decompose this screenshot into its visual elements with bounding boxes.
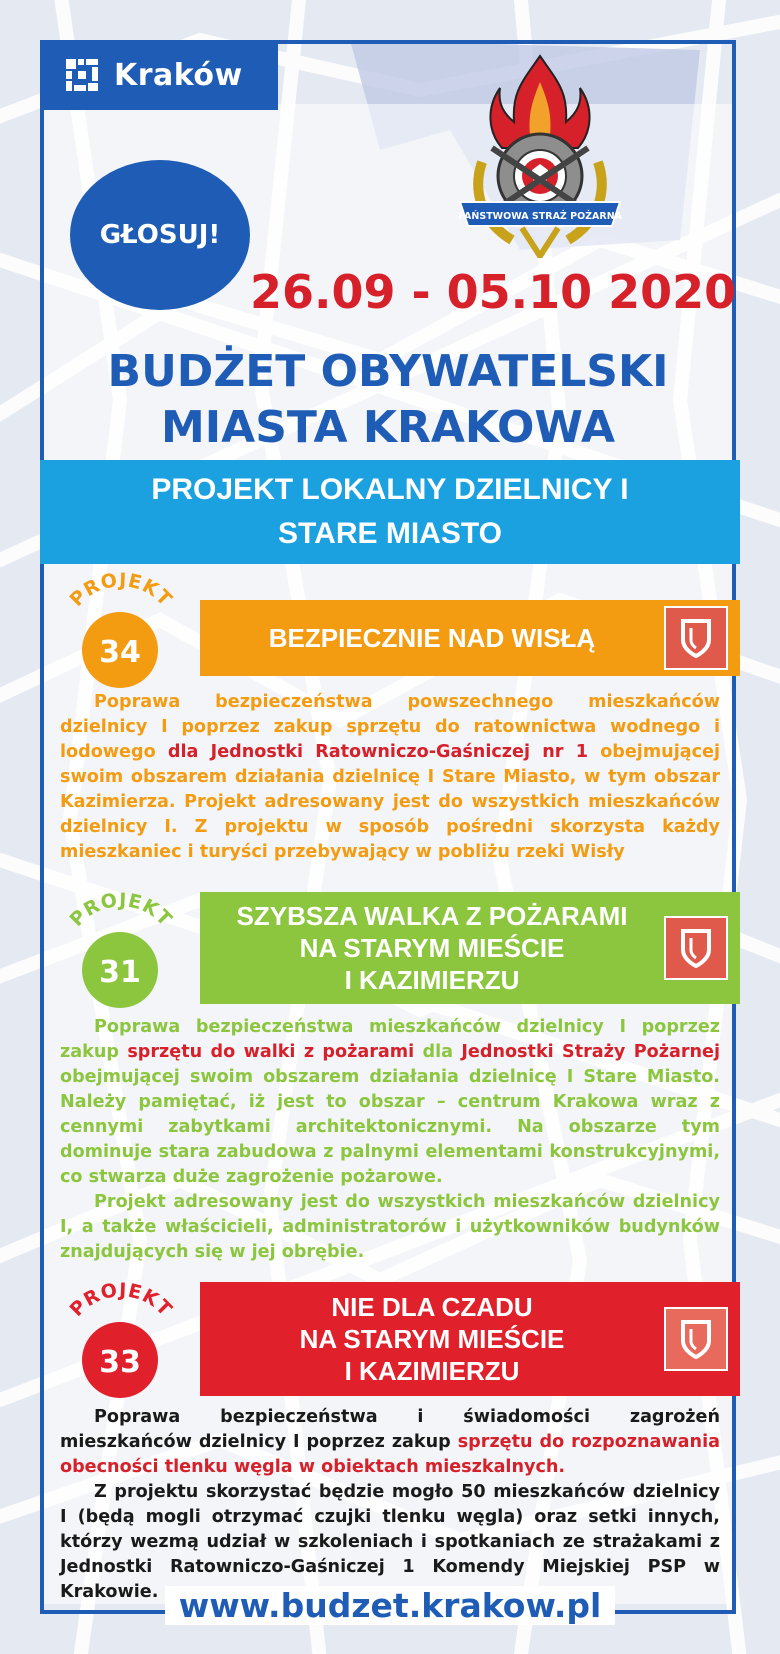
title-line-2: MIASTA KRAKOWA bbox=[160, 402, 616, 453]
vote-label: GŁOSUJ! bbox=[99, 220, 221, 250]
emblem-text: PAŃSTWOWA STRAŻ POŻARNA bbox=[457, 211, 623, 222]
project-title-bar bbox=[200, 600, 740, 676]
svg-text:PROJEKT: PROJEKT bbox=[65, 570, 177, 611]
description-paragraph: Poprawa bezpieczeństwa mieszkańców dzielnicy I poprzez zakup sprzętu do walki z pożarami dla Jednostki Straży Pożarnej obejmującej swoim obszarem działania dzielnicę I Stare Miasto. Należy pamiętać, iż jest to obszar – centrum Krakowa wraz z cennymi zabytkami architektonicznymi. Na obszarze tym dominuje stara zabudowa z palnymi elementami konstrukcyjnymi, co stwarza duże zagrożenie pożarowe. bbox=[60, 1017, 721, 1187]
project-badge bbox=[56, 1280, 186, 1400]
project-badge bbox=[56, 890, 186, 1010]
project-number: 34 bbox=[99, 635, 141, 670]
description-paragraph: Poprawa bezpieczeństwa powszechnego mieszkańców dzielnicy I poprzez zakup sprzętu do ratownictwa wodnego i lodowego dla Jednostki Ratowniczo-Gaśniczej nr 1 obejmującej swoim obszarem działania dzielnicę I Stare Miasto, w tym obszar Kazimierza. Projekt adresowany jest do wszystkich mieszkańców dzielnicy I. Z projektu w sposób pośredni skorzysta każdy mieszkaniec i turyści przebywający w pobliżu rzeki Wisły bbox=[60, 692, 720, 862]
krakow-logo-icon bbox=[64, 57, 100, 93]
svg-text:PROJEKT: PROJEKT bbox=[65, 890, 177, 931]
project-title: SZYBSZA WALKA Z POŻARAMI NA STARYM MIEŚCIE I KAZIMIERZU bbox=[236, 901, 628, 995]
shield-icon bbox=[664, 606, 728, 670]
shield-icon bbox=[664, 1307, 728, 1371]
project-badge bbox=[56, 570, 186, 690]
project-description bbox=[60, 1405, 720, 1605]
description-paragraph: Z projektu skorzystać będzie mogło 50 mieszkańców dzielnicy I (będą mogli otrzymać czujki tlenku węgla) oraz setki innych, którzy wezmą udział w szkoleniach i spotkaniach ze strażakami z Jednostki Ratowniczo-Gaśniczej 1 Komendy Miejskiej PSP w Krakowie. bbox=[60, 1482, 720, 1602]
vote-badge bbox=[70, 160, 250, 310]
project-title: NIE DLA CZADU NA STARYM MIEŚCIE I KAZIMIERZU bbox=[299, 1292, 565, 1386]
project-title-bar bbox=[200, 1282, 740, 1396]
project-title: BEZPIECZNIE NAD WISŁĄ bbox=[268, 623, 596, 653]
title-line-1: BUDŻET OBYWATELSKI bbox=[107, 346, 669, 397]
description-paragraph: Projekt adresowany jest do wszystkich mieszkańców dzielnicy I, a także właścicieli, administratorów i użytkowników budynków znajdujących się w jej obrębie. bbox=[60, 1192, 720, 1262]
project-number: 33 bbox=[99, 1345, 141, 1380]
footer bbox=[40, 1586, 740, 1625]
district-banner bbox=[40, 460, 740, 564]
voting-dates: 26.09 - 05.10 2020 bbox=[250, 265, 737, 319]
page-title bbox=[44, 344, 732, 456]
project-title-bar bbox=[200, 892, 740, 1004]
district-line-2: STARE MIASTO bbox=[278, 517, 502, 550]
project-description bbox=[60, 1015, 720, 1265]
district-line-1: PROJEKT LOKALNY DZIELNICY I bbox=[151, 473, 629, 506]
description-paragraph: Poprawa bezpieczeństwa i świadomości zagrożeń mieszkańców dzielnicy I poprzez zakup sprzętu do rozpoznawania obecności tlenku węgla w obiektach mieszkalnych. bbox=[60, 1407, 720, 1477]
project-number: 31 bbox=[99, 955, 141, 990]
shield-icon bbox=[664, 916, 728, 980]
website-link[interactable]: www.budzet.krakow.pl bbox=[165, 1586, 616, 1625]
project-description bbox=[60, 690, 720, 865]
svg-text:PROJEKT: PROJEKT bbox=[65, 1280, 177, 1321]
fire-service-emblem-icon bbox=[452, 52, 628, 258]
krakow-brand bbox=[40, 40, 278, 110]
brand-name: Kraków bbox=[114, 57, 243, 93]
